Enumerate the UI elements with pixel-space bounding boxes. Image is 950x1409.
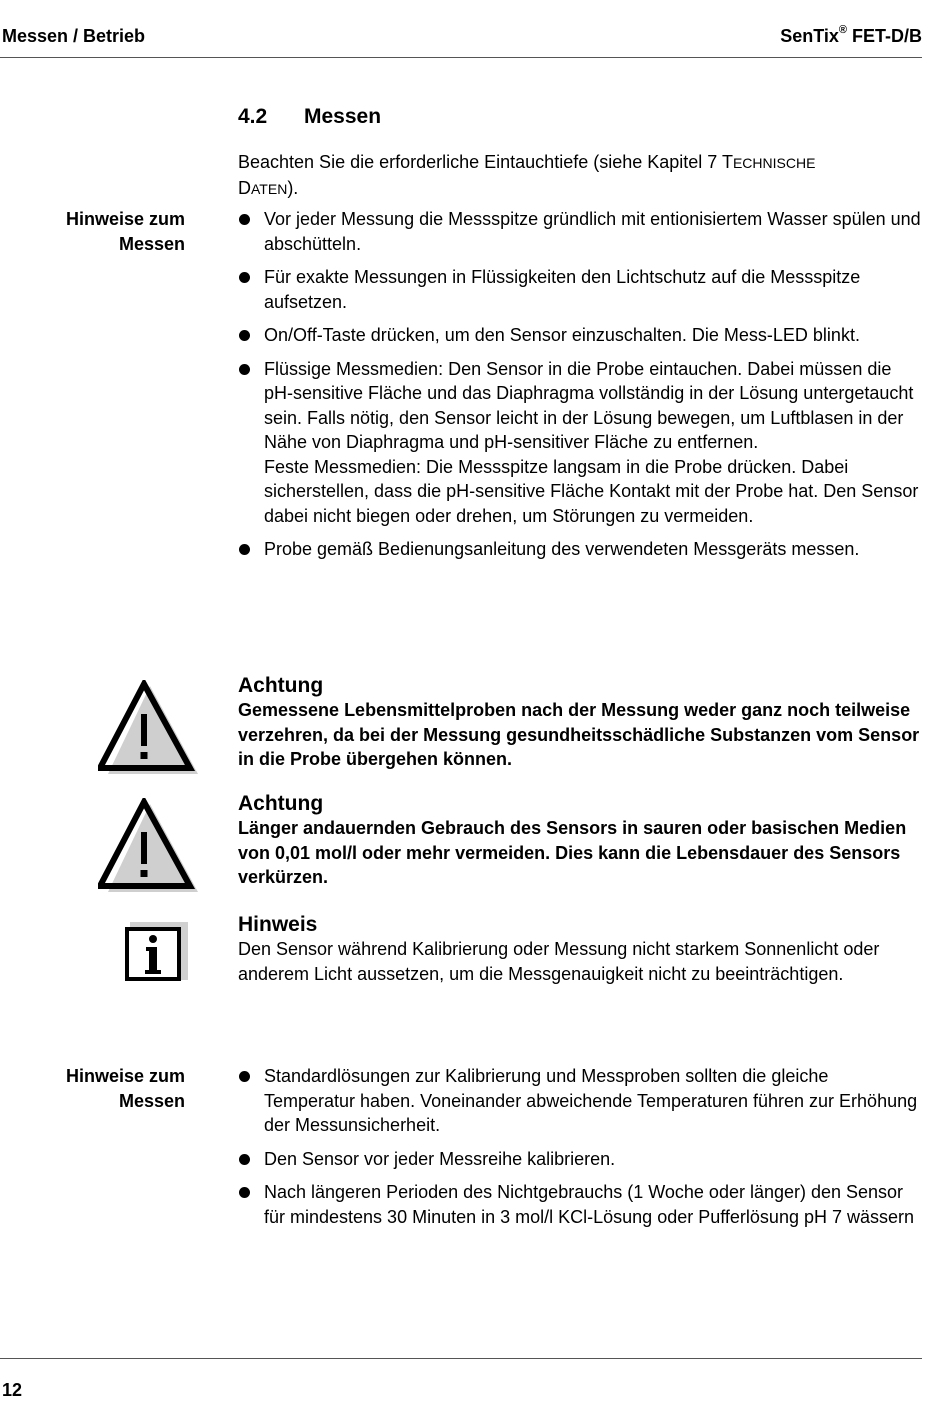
calibration-tips-list [238,1064,922,1238]
notice-body: Den Sensor während Kalibrierung oder Messung nicht starkem Sonnenlicht oder anderem Licht aussetzen, um die Messgenauigkeit nicht zu beeinträchtigen. [238,939,880,984]
page-number: 12 [2,1380,23,1400]
warning-icon [98,798,198,892]
notice-title: Achtung [238,674,324,697]
header-section-name: Messen / Betrieb [2,26,146,46]
list-item: Probe gemäß Bedienungsanleitung des verwendeten Messgeräts messen. [238,537,922,562]
registered-mark: ® [838,24,847,36]
measuring-steps-list [238,207,922,571]
notice-title: Hinweis [238,913,318,936]
section-title: Messen [304,105,382,128]
footer-divider [0,1358,922,1359]
list-item: Den Sensor vor jeder Messreihe kalibrieren. [238,1147,922,1172]
info-icon [124,918,188,982]
section-number: 4.2 [238,105,268,128]
caution-notice-food [238,673,922,772]
list-item: On/Off-Taste drücken, um den Sensor einzuschalten. Die Mess-LED blinkt. [238,323,922,348]
header-product-name: SenTix® FET-D/B [780,24,922,46]
notice-body: Länger andauernden Gebrauch des Sensors in sauren oder basischen Medien von 0,01 mol/l oder mehr vermeiden. Dies kann die Lebensdauer des Sensors verkürzen. [238,818,907,887]
solid-media-note: Feste Messmedien: Die Messspitze langsam in die Probe drücken. Dabei sicherstellen, dass die pH-sensitive Fläche Kontakt mit der Probe hat. Den Sensor dabei nicht biegen oder drehen, um Störungen zu vermeiden. [264,456,919,526]
section-heading [238,105,381,129]
note-light-exposure [238,912,922,986]
list-item: Vor jeder Messung die Messspitze gründlich mit entionisiertem Wasser spülen und abschütteln. [238,207,922,256]
list-item: Standardlösungen zur Kalibrierung und Messproben sollten die gleiche Temperatur haben. Voneinander abweichende Temperaturen führen zur Erhöhung der Messunsicherheit. [238,1064,922,1138]
margin-label-measuring-notes: Hinweise zum Messen [65,209,185,254]
margin-label-measuring-notes: Hinweise zum Messen [65,1066,185,1111]
warning-icon [98,680,198,774]
list-item: Für exakte Messungen in Flüssigkeiten den Lichtschutz auf die Messspitze aufsetzen. [238,265,922,314]
page-header [2,26,922,52]
caution-notice-media [238,791,922,890]
header-divider [0,57,922,58]
notice-title: Achtung [238,792,324,815]
list-item: Flüssige Messmedien: Den Sensor in die Probe eintauchen. Dabei müssen die pH-sensitive Fläche und das Diaphragma vollständig in der Lösung untergetaucht sein. Falls nötig, den Sensor leicht in der Lösung bewegen, um Luftblasen in der Nähe von Diaphragma und pH-sensitiver Fläche zu entfernen. Feste Messmedien: Die Messspitze langsam in die Probe drücken. Dabei sicherstellen, dass die pH-sensitive Fläche Kontakt mit der Probe hat. Den Sensor dabei nicht biegen oder drehen, um Störungen zu vermeiden. [238,357,922,529]
intro-paragraph: Beachten Sie die erforderliche Eintauchtiefe (siehe Kapitel 7 TECHNISCHE DATEN). [238,152,816,198]
list-item: Nach längeren Perioden des Nichtgebrauchs (1 Woche oder länger) den Sensor für mindestens 30 Minuten in 3 mol/l KCl-Lösung oder Pufferlösung pH 7 wässern [238,1180,922,1229]
notice-body: Gemessene Lebensmittelproben nach der Messung weder ganz noch teilweise verzehren, da bei der Messung gesundheitsschädliche Substanzen vom Sensor in die Probe übergehen können. [238,700,920,769]
